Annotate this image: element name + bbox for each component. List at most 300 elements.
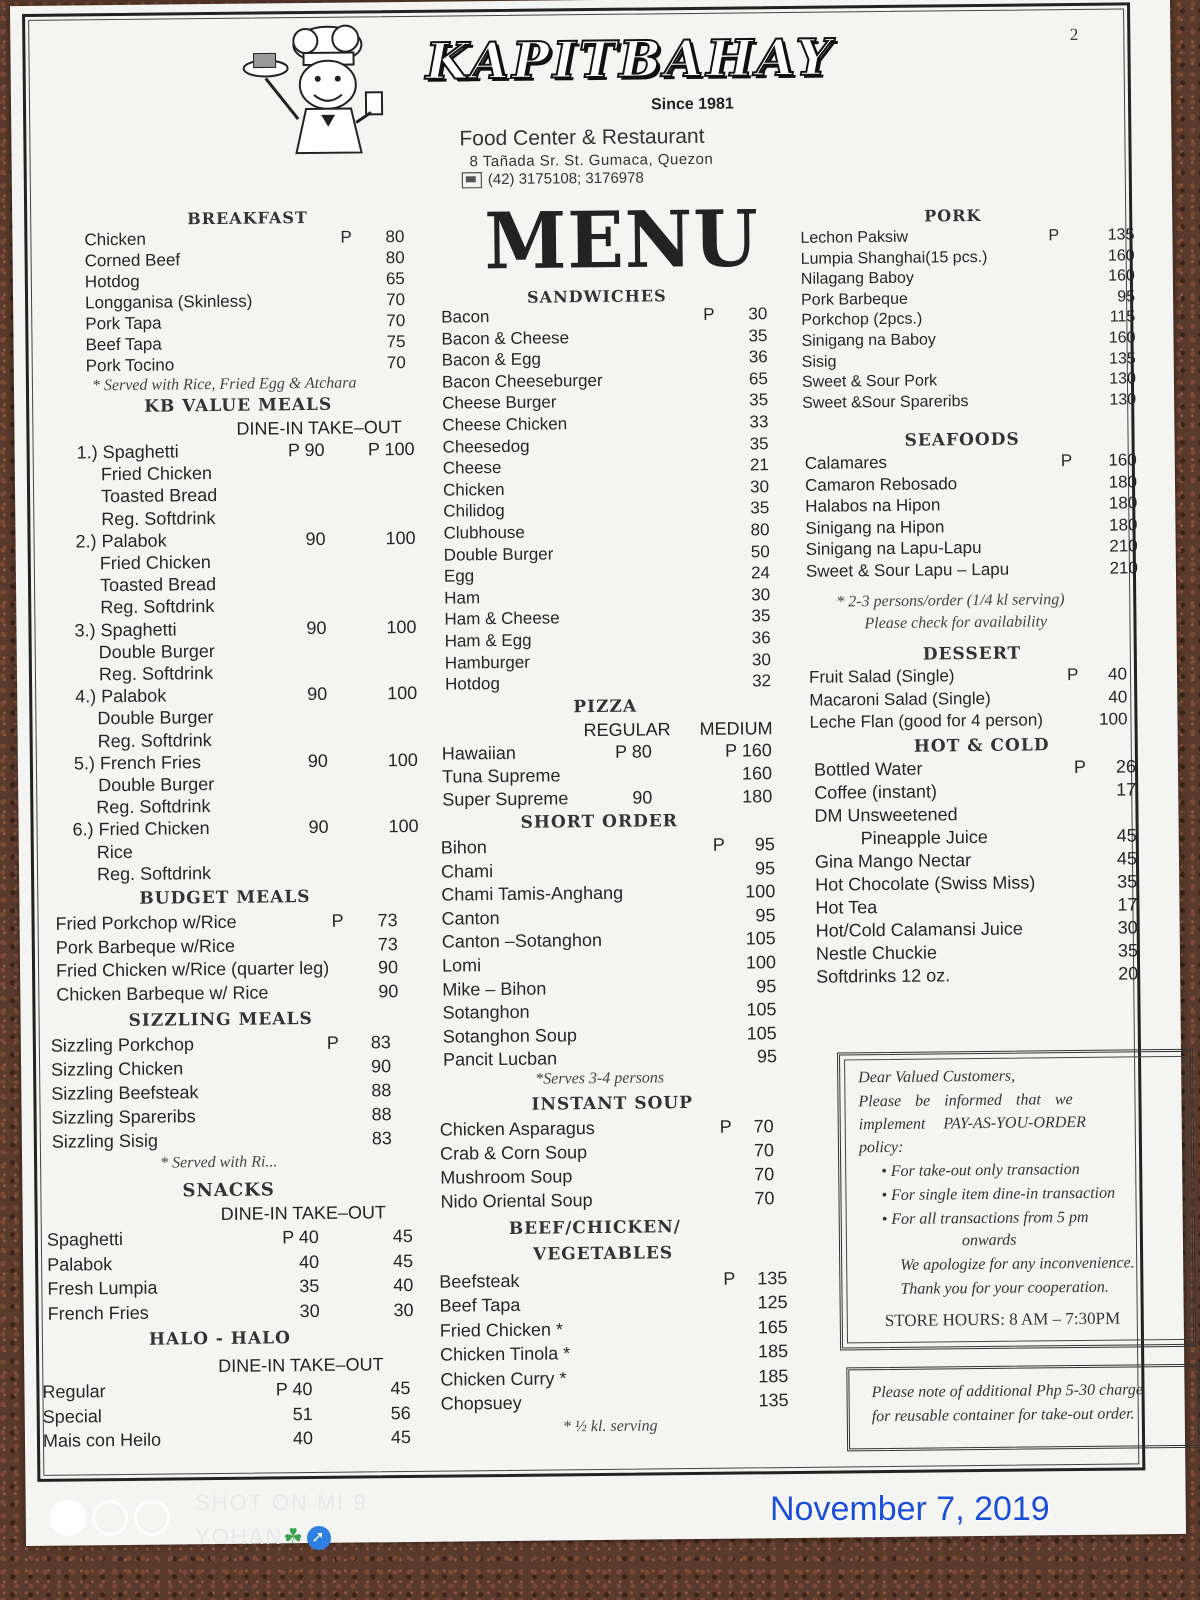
menu-item-row: [48, 1299, 414, 1327]
currency-label: P: [326, 1032, 339, 1053]
item-name: Chami: [440, 860, 494, 882]
kb-meal-text: Fried Chicken: [99, 552, 211, 574]
item-name: Ham & Cheese: [444, 608, 560, 629]
kb-meal-text: Double Burger: [98, 774, 215, 796]
item-name: Fried Porkchop w/Rice: [55, 911, 237, 934]
notice-bullet: • For single item dine-in transaction: [881, 1184, 1116, 1205]
kb-meal-line: [101, 505, 415, 530]
take-out-price: 100: [387, 683, 418, 704]
kb-meal-line: [96, 794, 418, 819]
item-price: 35: [1117, 871, 1138, 892]
menu-item-row: [445, 671, 771, 696]
menu-item-row: [440, 1366, 788, 1394]
item-price: 90: [378, 980, 399, 1001]
item-price: 90: [377, 957, 399, 978]
kb-meal-text: 1.) Spaghetti: [76, 441, 179, 463]
item-name: Sotanghon: [442, 1001, 530, 1023]
menu-item-row: [439, 1268, 787, 1296]
item-name: Crab & Corn Soup: [439, 1142, 588, 1164]
menu-item-row: [440, 1341, 788, 1369]
item-name: Cheese Burger: [442, 392, 557, 414]
item-name: Macaroni Salad (Single): [809, 688, 991, 710]
notice-greeting: Dear Valued Customers,: [858, 1067, 1016, 1087]
section-beef-chicken-title: BEEF/CHICKEN/: [508, 1217, 682, 1239]
kb-meal-text: Double Burger: [98, 640, 215, 663]
dine-in-price: 35: [299, 1275, 320, 1297]
item-price: 35: [751, 606, 771, 626]
item-price: 83: [370, 1032, 391, 1053]
item-name: Regular: [42, 1381, 106, 1402]
menu-item-row: [442, 952, 776, 979]
dine-in-price: P 40: [282, 1226, 319, 1248]
section-short-order: SHORT ORDER: [520, 811, 678, 833]
item-price: 35: [750, 498, 770, 518]
item-name: Fried Chicken *: [439, 1319, 564, 1341]
kb-meal-text: 5.) French Fries: [73, 751, 202, 774]
pizza-row: [442, 786, 772, 812]
item-name: Super Supreme: [442, 788, 569, 810]
item-name: Sinigang na Hipon: [805, 517, 945, 538]
take-out-price: P 100: [367, 438, 415, 460]
take-out-price: 45: [392, 1250, 414, 1271]
policy-notice-box: [837, 1049, 1196, 1351]
notice-line-2: implement PAY-AS-YOU-ORDER: [858, 1113, 1086, 1134]
currency-label: P: [712, 834, 725, 855]
item-name: Bacon & Egg: [441, 349, 542, 370]
item-name: Sweet &Sour Spareribs: [802, 392, 969, 412]
item-price: 83: [371, 1128, 392, 1149]
menu-sheet: [10, 0, 1186, 1546]
item-name: Coffee (instant): [814, 781, 938, 803]
item-name: Hawaiian: [441, 742, 516, 764]
menu-item-row: [809, 687, 1127, 713]
kb-meal-line: [97, 838, 419, 863]
item-price: 100: [745, 952, 777, 973]
item-name: Chicken Barbeque w/ Rice: [56, 981, 269, 1005]
short-order-note: *Serves 3-4 persons: [535, 1069, 665, 1088]
section-dessert: DESSERT: [922, 643, 1022, 665]
item-price: 90: [370, 1056, 392, 1077]
item-price: 135: [1108, 349, 1136, 368]
item-name: Pancit Lucban: [442, 1048, 558, 1071]
item-name: French Fries: [47, 1302, 149, 1324]
item-name: Cheese: [442, 458, 502, 478]
item-price: 35: [749, 433, 769, 453]
menu-item-row: [815, 871, 1137, 897]
kb-meal-line: [100, 594, 416, 619]
dine-in-price: P 40: [275, 1379, 313, 1400]
item-name: Calamares: [804, 452, 888, 473]
item-name: Hamburger: [444, 652, 531, 673]
take-out-price: 100: [386, 616, 417, 637]
item-name: Mike – Bihon: [442, 978, 547, 1000]
brand-name: KAPITBAHAY: [425, 27, 835, 91]
dine-in-price: 90: [308, 817, 329, 838]
menu-title: MENU: [483, 194, 760, 288]
item-name: Pork Barbeque w/Rice: [55, 935, 236, 958]
item-name: Bacon: [441, 307, 490, 327]
item-name: Mais con Heilo: [42, 1429, 162, 1451]
item-price: 100: [1099, 709, 1128, 729]
item-name: Mushroom Soup: [440, 1166, 573, 1188]
shot-on-watermark: SHOT ON MI 9: [195, 1490, 368, 1515]
item-name: Special: [42, 1405, 102, 1427]
kb-meal-text: Reg. Softdrink: [98, 663, 214, 685]
kb-meal-line: [97, 861, 419, 886]
section-instant-soup: INSTANT SOUP: [531, 1093, 694, 1115]
menu-item-row: [440, 1292, 788, 1320]
item-name: Fried Chicken w/Rice (quarter leg): [55, 957, 330, 981]
notice-line-1: Please be informed that we: [858, 1091, 1073, 1111]
beef-chicken-note: * ½ kl. serving: [562, 1417, 658, 1436]
item-name: Beefsteak: [439, 1270, 520, 1292]
item-price: 180: [1108, 471, 1138, 492]
menu-item-row: [809, 664, 1127, 690]
section-snacks: SNACKS: [182, 1179, 275, 1202]
kb-meal-text: Reg. Softdrink: [100, 596, 215, 618]
item-price: 75: [386, 331, 406, 352]
item-name: Chicken Asparagus: [439, 1118, 595, 1140]
item-name: Softdrinks 12 oz.: [816, 965, 951, 987]
section-kb-value-meals: KB VALUE MEALS: [144, 394, 333, 417]
menu-item-row: [56, 934, 398, 961]
menu-item-row: [55, 910, 397, 937]
clover-icon: ☘: [283, 1524, 305, 1549]
notice-bullet: • For take-out only transaction: [881, 1160, 1080, 1181]
dine-in-price: 30: [299, 1300, 320, 1321]
item-name: Bacon & Cheese: [441, 327, 570, 349]
menu-item-row: [816, 963, 1138, 989]
item-price: 165: [757, 1316, 788, 1338]
item-price: 70: [386, 289, 406, 310]
item-price: 185: [758, 1365, 789, 1386]
item-price: 70: [754, 1188, 775, 1209]
menu-item-row: [440, 1317, 788, 1345]
item-price: 30: [751, 649, 771, 669]
menu-item-row: [51, 1056, 391, 1084]
menu-item-row: [802, 391, 1136, 415]
item-name: Hot/Cold Calamansi Juice: [815, 918, 1023, 941]
item-price: 88: [371, 1080, 392, 1101]
item-price: 80: [385, 247, 405, 268]
regular-price: 90: [632, 787, 653, 808]
item-name: Pork Barbeque: [801, 290, 908, 309]
item-name: Hot Tea: [815, 897, 878, 918]
restaurant-subtitle: Food Center & Restaurant: [459, 124, 705, 151]
medium-price: 160: [741, 763, 773, 784]
item-name: Sweet & Sour Lapu – Lapu: [805, 559, 1010, 581]
item-price: 40: [1108, 687, 1128, 707]
kb-meal-line: [99, 661, 417, 686]
item-name: Cheese Chicken: [442, 414, 568, 435]
item-price: 125: [757, 1292, 788, 1313]
menu-item-row: [441, 834, 775, 861]
date-stamp: November 7, 2019: [770, 1490, 1050, 1528]
item-price: 17: [1116, 779, 1137, 800]
item-name: Double Burger: [443, 544, 554, 565]
item-price: 36: [751, 628, 771, 648]
item-name: Chami Tamis-Anghang: [441, 882, 624, 905]
item-price: 35: [749, 390, 769, 410]
item-name: Beef Tapa: [439, 1295, 521, 1317]
dine-in-price: 90: [307, 750, 328, 771]
take-out-price: 100: [385, 527, 416, 549]
regular-price: P 80: [615, 741, 652, 762]
item-name: Sinigang na Baboy: [801, 331, 936, 350]
menu-item-row: [815, 848, 1137, 874]
kb-meal-line: [99, 639, 417, 664]
item-name: Halabos na Hipon: [805, 495, 941, 517]
item-price: 20: [1118, 963, 1139, 984]
notice-bullet: • For all transactions from 5 pm: [881, 1208, 1089, 1229]
notice-line-3: policy:: [858, 1138, 904, 1157]
item-price: 73: [377, 933, 398, 954]
item-name: Pork Tocino: [85, 355, 175, 376]
menu-item-row: [441, 1390, 789, 1418]
item-name: Bihon: [440, 837, 487, 858]
item-name: Sisig: [801, 353, 837, 371]
item-price: 45: [1116, 848, 1138, 869]
item-name: Tuna Supreme: [441, 765, 561, 787]
item-name: Hotdog: [444, 674, 501, 694]
item-price: 73: [377, 910, 398, 931]
item-name: Hot Chocolate (Swiss Miss): [815, 872, 1036, 895]
kb-meal-line: [101, 461, 415, 486]
dine-in-price: 90: [306, 617, 327, 638]
kb-meal-text: Reg. Softdrink: [101, 507, 216, 529]
phone-line: [462, 169, 644, 188]
kb-meal-text: Reg. Softdrink: [96, 796, 211, 818]
item-name: Sizzling Chicken: [51, 1058, 184, 1080]
kb-meal-text: Rice: [96, 841, 133, 862]
item-price: 100: [745, 881, 776, 902]
item-name: Egg: [443, 566, 475, 586]
address: 8 Tañada Sr. St. Gumaca, Quezon: [469, 150, 714, 171]
section-budget-meals: BUDGET MEALS: [139, 887, 311, 909]
item-name: Nestle Chuckie: [815, 942, 938, 964]
item-name: Gina Mango Nectar: [814, 850, 972, 872]
item-name: Palabok: [47, 1253, 113, 1275]
pizza-regular-header: REGULAR: [583, 719, 671, 741]
item-name: Spaghetti: [46, 1229, 124, 1250]
halo-column-header: DINE-IN TAKE–OUT: [218, 1354, 384, 1377]
kb-meal-text: 6.) Fried Chicken: [72, 818, 210, 840]
kb-meal-line: [77, 439, 415, 465]
item-price: 95: [756, 1046, 778, 1067]
kb-meal-text: Reg. Softdrink: [96, 862, 212, 885]
dine-in-price: 40: [292, 1428, 314, 1449]
item-price: 65: [748, 368, 769, 389]
menu-item-row: [440, 1164, 774, 1191]
sizzling-note: * Served with Ri...: [160, 1153, 278, 1172]
item-name: Longganisa (Skinless): [84, 291, 253, 313]
currency-label: P: [703, 304, 715, 324]
item-price: 115: [1109, 308, 1136, 327]
item-name: Ham & Egg: [444, 630, 532, 651]
item-name: Sweet & Sour Pork: [801, 372, 938, 392]
item-name: Pineapple Juice: [860, 826, 988, 849]
section-sizzling-meals: SIZZLING MEALS: [128, 1009, 313, 1031]
phone-icon: [462, 172, 482, 188]
menu-item-row: [816, 940, 1138, 966]
menu-item-row: [86, 353, 406, 377]
item-name: Clubhouse: [443, 522, 525, 543]
item-name: DM Unsweetened: [814, 804, 958, 826]
item-price: 36: [748, 347, 768, 367]
item-price: 95: [754, 834, 775, 855]
take-out-price: 40: [393, 1274, 414, 1296]
item-price: 160: [1108, 267, 1135, 285]
item-price: 95: [754, 857, 776, 878]
menu-item-row: [51, 1032, 391, 1060]
item-price: 80: [385, 226, 405, 247]
item-price: 95: [755, 904, 776, 926]
item-price: 30: [1117, 917, 1138, 938]
item-price: 35: [1117, 940, 1139, 961]
item-name: Porkchop (2pcs.): [801, 310, 923, 330]
menu-item-row: [441, 881, 775, 908]
item-name: Pork Tapa: [85, 313, 162, 334]
item-name: Sizzling Beefsteak: [51, 1082, 199, 1104]
item-price: 65: [385, 268, 405, 289]
item-name: Canton: [441, 907, 500, 929]
item-name: Beef Tapa: [85, 334, 162, 355]
item-price: 33: [749, 412, 769, 432]
dine-in-price: 51: [292, 1403, 313, 1424]
item-price: 24: [750, 563, 771, 583]
menu-item-row: [443, 1023, 777, 1050]
currency-label: P: [1048, 227, 1060, 245]
item-name: Corned Beef: [84, 250, 181, 271]
kb-meal-line: [97, 705, 417, 730]
item-name: Nido Oriental Soup: [440, 1190, 593, 1212]
kb-meal-text: Reg. Softdrink: [97, 729, 212, 751]
item-name: Chicken: [84, 229, 146, 250]
item-price: 30: [751, 584, 771, 605]
item-name: Lumpia Shanghai(15 pcs.): [800, 248, 988, 268]
item-price: 70: [754, 1164, 775, 1185]
item-name: Cheesedog: [442, 436, 530, 457]
menu-item-row: [806, 558, 1138, 583]
item-price: 105: [746, 1022, 777, 1044]
dine-in-price: P 90: [287, 439, 325, 461]
currency-label: P: [719, 1116, 732, 1137]
kb-meal-line: [101, 483, 415, 508]
kb-column-header: DINE-IN TAKE–OUT: [236, 417, 402, 439]
section-halo-halo: HALO - HALO: [148, 1328, 291, 1350]
item-name: Hotdog: [84, 271, 140, 292]
item-name: Bottled Water: [813, 758, 923, 780]
section-hot-cold: HOT & COLD: [913, 735, 1050, 757]
item-price: 210: [1109, 558, 1139, 578]
section-vegetables-title: VEGETABLES: [532, 1243, 674, 1265]
section-pizza: PIZZA: [573, 696, 638, 718]
item-price: 130: [1109, 391, 1137, 409]
currency-label: P: [1066, 664, 1079, 685]
kb-meal-text: 2.) Palabok: [75, 530, 167, 552]
breakfast-note: * Served with Rice, Fried Egg & Atchara: [91, 374, 357, 395]
menu-item-row: [816, 917, 1138, 943]
menu-item-row: [809, 710, 1127, 736]
section-sandwiches: SANDWICHES: [526, 286, 667, 307]
kb-meal-text: 4.) Palabok: [75, 685, 167, 707]
pizza-row: [442, 763, 772, 789]
item-price: 130: [1109, 370, 1137, 388]
item-price: 35: [748, 325, 768, 345]
currency-label: P: [331, 910, 344, 931]
menu-item-row: [442, 999, 776, 1026]
item-name: Canton –Sotanghon: [441, 930, 603, 953]
menu-item-row: [442, 929, 776, 956]
menu-item-row: [815, 894, 1137, 920]
arrow-badge-icon: ➚: [307, 1526, 331, 1550]
item-price: 180: [1108, 515, 1138, 535]
item-price: 17: [1117, 894, 1138, 915]
item-price: 160: [1108, 329, 1136, 347]
item-price: 135: [758, 1390, 789, 1411]
item-name: Camaron Rebosado: [804, 473, 958, 495]
kb-meal-text: 3.) Spaghetti: [74, 618, 177, 641]
item-price: 70: [753, 1140, 775, 1161]
item-price: 21: [749, 455, 769, 475]
menu-item-row: [814, 756, 1136, 782]
chef-mascot-icon: [235, 22, 406, 159]
item-price: 32: [752, 671, 772, 691]
item-price: 135: [757, 1268, 788, 1289]
item-price: 210: [1109, 536, 1138, 557]
snacks-column-header: DINE-IN TAKE–OUT: [220, 1202, 387, 1224]
pizza-row: [442, 740, 772, 766]
menu-item-row: [440, 1188, 774, 1215]
item-price: 70: [386, 352, 406, 373]
item-price: 30: [748, 304, 768, 324]
medium-price: 180: [742, 786, 773, 807]
pizza-medium-header: MEDIUM: [699, 718, 773, 739]
item-name: Chicken Tinola *: [440, 1343, 571, 1365]
item-name: Chilidog: [443, 501, 505, 521]
item-price: 40: [1108, 664, 1128, 684]
container-charge-box: [846, 1364, 1200, 1452]
item-name: Chicken: [442, 479, 505, 500]
take-out-price: 100: [388, 816, 419, 837]
item-price: 95: [756, 975, 777, 996]
item-price: 185: [757, 1341, 789, 1362]
item-name: Lechon Paksiw: [800, 228, 909, 247]
medium-price: P 160: [724, 740, 772, 761]
menu-item-row: [441, 858, 775, 885]
item-name: Fruit Salad (Single): [808, 666, 955, 687]
container-note-line-2: for reusable container for take-out order.: [871, 1405, 1135, 1426]
kb-meal-text: Toasted Bread: [99, 574, 217, 596]
user-watermark: YOHAN☘ ➚: [195, 1524, 331, 1550]
item-name: Ham: [444, 588, 481, 608]
dine-in-price: 90: [307, 684, 328, 705]
menu-item-row: [51, 1080, 391, 1108]
menu-item-row: [442, 976, 776, 1003]
item-price: 26: [1115, 756, 1137, 777]
item-name: Chopsuey: [440, 1392, 522, 1414]
item-price: 88: [371, 1104, 392, 1125]
item-name: Fresh Lumpia: [47, 1277, 158, 1299]
item-price: 80: [750, 520, 770, 540]
currency-label: P: [1060, 451, 1073, 471]
item-name: Nilagang Baboy: [800, 269, 914, 289]
menu-item-row: [52, 1128, 392, 1156]
section-breakfast: BREAKFAST: [187, 208, 308, 229]
item-price: 135: [1107, 226, 1135, 244]
currency-label: P: [340, 227, 352, 247]
dine-in-price: 40: [298, 1251, 320, 1272]
